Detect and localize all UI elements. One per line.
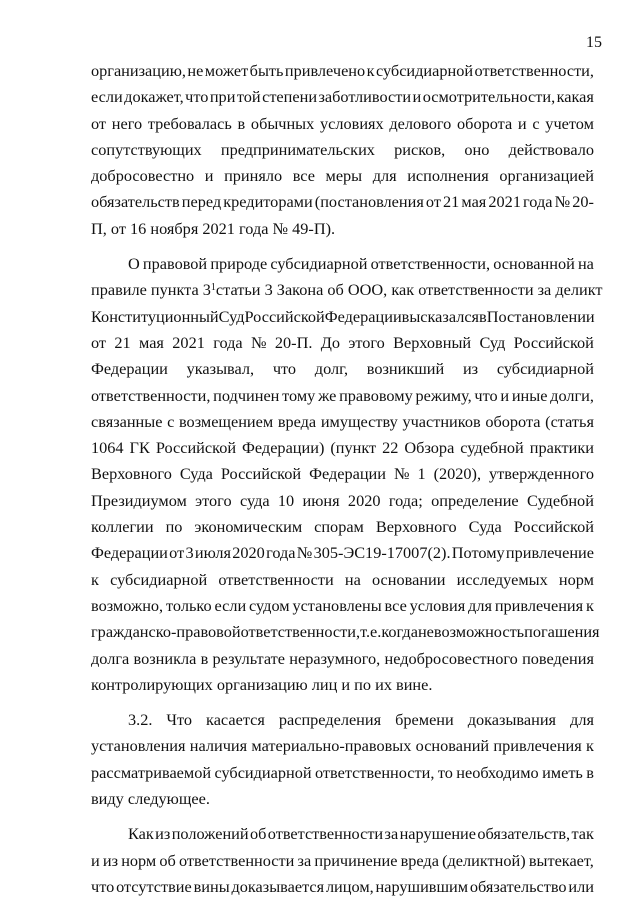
word: субсидиарной — [375, 61, 474, 80]
word: какая — [556, 87, 594, 107]
word: режиму, — [415, 385, 472, 405]
text-line — [91, 540, 594, 566]
word: мая — [139, 332, 164, 352]
word: вины — [193, 876, 230, 896]
word: все — [292, 166, 315, 186]
word: судом — [249, 595, 290, 615]
word: возникший — [366, 359, 445, 379]
word: добросовестно — [91, 166, 195, 186]
word: ответственности, — [240, 622, 361, 642]
word: на — [344, 569, 361, 589]
word: невозможность — [417, 622, 525, 642]
word: результате — [212, 648, 286, 668]
text-line — [91, 58, 594, 84]
word: 21 — [114, 332, 131, 352]
word: установления — [91, 736, 186, 756]
word: основанной — [493, 254, 575, 274]
word: доказывания — [467, 710, 557, 730]
word: не — [187, 61, 204, 80]
word: рассматриваемой — [91, 762, 212, 782]
word: (пункт — [330, 438, 377, 458]
word: Российской — [155, 438, 237, 458]
word: обязательство — [469, 876, 567, 896]
text-line — [91, 461, 594, 487]
word: спорам — [314, 517, 364, 537]
word: правовому — [339, 385, 413, 405]
word: привлечения — [493, 736, 582, 756]
word: наличия — [189, 736, 248, 756]
word: к — [91, 569, 99, 589]
word: (деликтной) — [442, 850, 526, 870]
word: исполнения — [407, 166, 489, 186]
word: 3.2. — [128, 710, 153, 730]
word: поведения — [522, 648, 594, 668]
word: субсидиарной — [496, 359, 594, 379]
word: № — [554, 192, 571, 212]
word: сопутствующих — [91, 139, 202, 159]
word: учетом — [545, 113, 594, 133]
word: долги, — [550, 385, 594, 405]
word: от — [91, 332, 107, 352]
word: Федерации — [309, 464, 386, 484]
word: неразумного, — [289, 648, 381, 668]
word: определение — [431, 490, 519, 510]
word: организацией — [499, 166, 594, 186]
word: на — [577, 254, 594, 274]
word: для — [570, 710, 594, 730]
word: Судебной — [526, 490, 594, 510]
word: условиях — [320, 113, 384, 133]
superscript: 1 — [210, 282, 216, 294]
word: высказался — [401, 306, 480, 326]
text-line — [91, 733, 594, 759]
word: в — [479, 306, 487, 326]
text-fragment: правиле пункта $3^1статьи$ 3 Закона об ООО, как ответственности за деликт — [91, 280, 603, 300]
word: вытекает, — [528, 850, 594, 870]
word: все — [384, 595, 407, 615]
text-line — [91, 356, 594, 382]
text-line — [91, 874, 594, 900]
word: при — [209, 87, 236, 107]
word: вреда — [277, 411, 317, 431]
word: перед — [181, 192, 222, 212]
word: меры — [325, 166, 363, 186]
word: До — [320, 332, 341, 352]
text-line: контролирующих организацию лиц и по их вине. — [91, 674, 433, 694]
text-line — [91, 619, 600, 645]
text-line — [91, 567, 594, 593]
word: 20- — [572, 192, 594, 212]
word: положений — [171, 824, 249, 844]
word: экономическим — [194, 517, 303, 537]
word: доказывается — [231, 876, 325, 896]
word: приняло — [224, 166, 283, 186]
word: субсидиарной — [214, 762, 312, 782]
word: осмотрительности, — [422, 87, 556, 107]
word: к — [586, 595, 594, 615]
word: той — [236, 87, 261, 107]
word: и — [412, 87, 422, 107]
word: правовой — [142, 254, 208, 274]
word: Суд — [218, 306, 245, 326]
word: степени — [262, 87, 318, 107]
word: ответственности — [179, 850, 295, 870]
word: основании — [371, 569, 446, 589]
text-line — [91, 111, 594, 137]
word: с — [532, 113, 540, 133]
word: от — [91, 113, 107, 133]
text-line — [91, 488, 594, 514]
word: рисков, — [394, 139, 446, 159]
text-line — [91, 821, 594, 847]
word: природе — [210, 254, 268, 274]
word: оборота — [485, 411, 541, 431]
word: только — [166, 595, 212, 615]
word: и — [517, 113, 527, 133]
word: 10 — [277, 490, 295, 510]
word: докажет, — [124, 87, 184, 107]
text-line — [91, 277, 603, 303]
text-line — [91, 383, 594, 409]
word: оснований — [415, 736, 490, 756]
word: если — [214, 595, 247, 615]
word: за — [384, 824, 399, 844]
word: (постановления — [314, 192, 424, 212]
word: Верховный — [393, 332, 472, 352]
word: от — [169, 543, 185, 563]
word: возможно, — [91, 595, 164, 615]
word: установлены — [292, 595, 382, 615]
text-line — [91, 707, 594, 733]
word: июля — [194, 543, 231, 563]
word: Президиумом — [91, 490, 187, 510]
word: норм — [121, 850, 157, 870]
word: Российской — [244, 306, 325, 326]
word: отсутствие — [116, 876, 192, 896]
text-line — [91, 189, 594, 215]
word: причинение — [314, 850, 398, 870]
word: обязательств — [91, 192, 180, 212]
word: то — [437, 762, 453, 782]
word: № — [251, 332, 267, 352]
word: необходимо — [456, 762, 539, 782]
word: Верховного — [91, 464, 172, 484]
word: Постановлении — [486, 306, 595, 326]
word: Федерации — [324, 306, 402, 326]
word: действовало — [508, 139, 594, 159]
word: из — [155, 824, 171, 844]
word: (статья — [545, 411, 594, 431]
word: когда — [381, 622, 418, 642]
word: участников — [402, 411, 481, 431]
text-line — [91, 163, 594, 189]
word: за — [297, 850, 312, 870]
word: об — [159, 850, 176, 870]
text-line: виду следующее. — [91, 789, 210, 809]
word: оно — [464, 139, 490, 159]
word: 22 — [382, 438, 399, 458]
word: т.е. — [360, 622, 382, 642]
word: лицом, — [325, 876, 374, 896]
word: 2021 — [172, 332, 205, 352]
word: судебной — [460, 438, 524, 458]
word: условия — [409, 595, 466, 615]
word: суда — [239, 490, 270, 510]
text-line — [91, 514, 594, 540]
word: организацию, — [91, 61, 186, 80]
word: Как — [128, 824, 154, 844]
word: погашения — [524, 622, 600, 642]
word: подчинен — [213, 385, 280, 405]
text-line — [91, 84, 594, 110]
word: 21 — [443, 192, 460, 212]
word: и — [500, 385, 510, 405]
word: касается — [206, 710, 265, 730]
text-line: П, от 16 ноября 2021 года № 49-П). — [91, 218, 336, 238]
word: по — [165, 517, 183, 537]
word: Верховного — [375, 517, 457, 537]
text-line — [91, 137, 594, 163]
word: обязательств, — [477, 824, 571, 844]
word: субсидиарной — [270, 254, 368, 274]
word: года — [523, 192, 553, 212]
word: исследуемых — [456, 569, 548, 589]
word: 3 — [185, 543, 194, 563]
word: ответственности, — [474, 61, 594, 80]
word: или — [568, 876, 594, 896]
word: ответственности, — [370, 254, 491, 274]
text-line — [91, 251, 594, 277]
word: Федерации — [91, 359, 168, 379]
word: субсидиарной — [110, 569, 208, 589]
word: 2020 — [232, 543, 265, 563]
word: 305-ЭС19-17007(2). — [313, 543, 451, 563]
word: долга — [91, 648, 130, 668]
word: в — [586, 762, 594, 782]
word: что — [474, 385, 498, 405]
word: заботливости — [318, 87, 412, 107]
word: долг, — [314, 359, 349, 379]
word: ответственности — [267, 824, 384, 844]
word: оборота — [457, 113, 513, 133]
word: в — [200, 648, 209, 668]
word: указывал, — [186, 359, 255, 379]
word: 20-П. — [274, 332, 313, 352]
word: быть — [249, 61, 284, 80]
word: к — [366, 61, 375, 80]
word: Суда — [468, 517, 502, 537]
word: может — [204, 61, 249, 80]
word: гражданско-правовой — [91, 622, 241, 642]
word: имуществу — [320, 411, 398, 431]
text-line — [91, 409, 594, 435]
word: этого — [348, 332, 385, 352]
word: иметь — [542, 762, 583, 782]
word: что — [185, 87, 209, 107]
word: возникла — [133, 648, 197, 668]
word: из — [462, 359, 479, 379]
word: ответственности, — [91, 385, 211, 405]
word: нарушение — [399, 824, 476, 844]
word: 1 — [417, 464, 426, 484]
word: коллегии — [91, 517, 154, 537]
word: 1064 — [91, 438, 124, 458]
word: этого — [195, 490, 232, 510]
word: для — [372, 166, 397, 186]
word: требовалась — [147, 113, 232, 133]
word: распределения — [278, 710, 382, 730]
word: вреда — [400, 850, 439, 870]
page-number: 15 — [586, 34, 602, 51]
document-body — [91, 58, 603, 900]
word: тому — [282, 385, 316, 405]
word: него — [111, 113, 143, 133]
word: Федерации) — [242, 438, 325, 458]
text-line — [91, 646, 594, 672]
word: из — [102, 850, 119, 870]
word: 2020 — [347, 490, 381, 510]
word: года — [213, 332, 243, 352]
word: Обзора — [404, 438, 455, 458]
word: кредиторами — [223, 192, 313, 212]
word: ответственности — [218, 569, 334, 589]
word: года — [266, 543, 296, 563]
word: материально-правовых — [251, 736, 412, 756]
word: делового — [389, 113, 452, 133]
word: возмещением — [178, 411, 274, 431]
word: О — [128, 254, 140, 274]
word: связанные — [91, 411, 163, 431]
word: же — [318, 385, 337, 405]
word: (2020), — [433, 464, 482, 484]
word: июня — [302, 490, 340, 510]
word: предпринимательских — [220, 139, 375, 159]
word: и — [204, 166, 214, 186]
text-line — [91, 593, 594, 619]
word: № — [296, 543, 313, 563]
word: бремени — [395, 710, 454, 730]
word: так — [571, 824, 594, 844]
word: норм — [558, 569, 594, 589]
word: от — [425, 192, 441, 212]
word: обычных — [250, 113, 315, 133]
word: что — [272, 359, 297, 379]
word: и — [91, 850, 100, 870]
word: ответственности, — [314, 762, 435, 782]
word: нарушившим — [375, 876, 469, 896]
word: Потому — [451, 543, 505, 563]
word: об — [249, 824, 267, 844]
word: практики — [529, 438, 594, 458]
word: иные — [511, 385, 548, 405]
word: Суд — [479, 332, 506, 352]
text-line — [91, 330, 594, 356]
word: Что — [166, 710, 193, 730]
text-line — [91, 760, 594, 786]
text-line — [91, 435, 594, 461]
text-line — [91, 304, 594, 330]
word: что — [91, 876, 115, 896]
word: ГК — [129, 438, 150, 458]
word: с — [167, 411, 175, 431]
word: Федерации — [91, 543, 168, 563]
word: Конституционный — [91, 306, 219, 326]
word: Российской — [220, 464, 302, 484]
word: недобросовестного — [384, 648, 518, 668]
word: утвержденного — [489, 464, 594, 484]
word: привлечено — [284, 61, 366, 80]
word: Российской — [513, 517, 594, 537]
word: № — [393, 464, 410, 484]
word: 2021 — [488, 192, 521, 212]
word: для — [468, 595, 492, 615]
word: года; — [388, 490, 423, 510]
word: Российской — [513, 332, 594, 352]
word: к — [586, 736, 594, 756]
word: мая — [461, 192, 487, 212]
word: если — [91, 87, 123, 107]
word: в — [237, 113, 246, 133]
word: привлечение — [505, 543, 594, 563]
word: Суда — [179, 464, 213, 484]
word: привлечения — [494, 595, 584, 615]
text-line — [91, 848, 594, 874]
